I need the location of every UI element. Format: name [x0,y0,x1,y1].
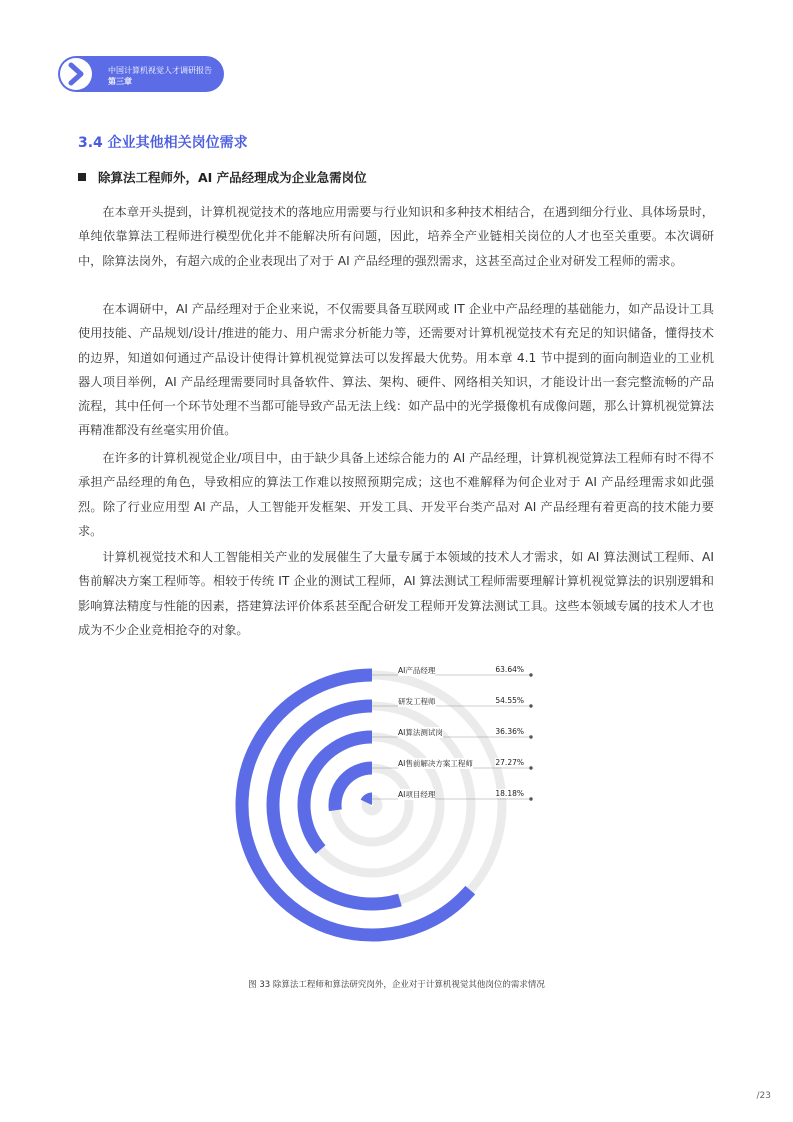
chevron-right-icon [60,58,92,90]
chart-canvas [230,660,560,960]
body-paragraph: 计算机视觉技术和人工智能相关产业的发展催生了大量专属于本领域的技术人才需求，如 AI 算法测试工程师、AI 售前解决方案工程师等。相较于传统 IT 企业的测试工程师，AI 算法测试工程师需要理解计算机视觉算法的识别逻辑和影响算法精度与性能的因素，搭建算法评价体系甚至配合研发工程师开发算法测试工具。这些本领域专属的技术人才也成为不少企业竞相抢夺的对象。 [78,550,714,637]
body-paragraph: 在本章开头提到，计算机视觉技术的落地应用需要与行业知识和多种技术相结合，在遇到细分行业、具体场景时，单纯依靠算法工程师进行模型优化并不能解决所有问题，因此，培养全产业链相关岗位的人才也至关重要。本次调研中，除算法岗外，有超六成的企业表现出了对于 AI 产品经理的强烈需求，这甚至高过企业对研发工程师的需求。 [78,205,714,268]
leader-dot [529,673,532,676]
bullet-heading [78,167,367,186]
page-number: /23 [756,1091,771,1101]
report-title: 中国计算机视觉人才调研报告 [108,66,212,75]
section-title: 3.4 企业其他相关岗位需求 [78,135,248,151]
category-label: AI产品经理 [398,666,436,675]
category-label: AI算法测试岗 [398,728,443,737]
category-label: 研发工程师 [398,697,436,706]
body-paragraph: 在许多的计算机视觉企业/项目中，由于缺少具备上述综合能力的 AI 产品经理，计算机视觉算法工程师有时不得不承担产品经理的角色，导致相应的算法工作难以按照预期完成；这也不难解释为何企业对于 AI 产品经理需求如此强烈。除了行业应用型 AI 产品，人工智能开发框架、开发工具、开发平台类产品对 AI 产品经理有着更高的技术能力要求。 [78,451,714,538]
square-bullet-icon [78,173,86,181]
value-label: 27.27% [495,758,524,767]
value-label: 63.64% [495,665,524,674]
leader-dot [529,766,532,769]
category-label: AI售前解决方案工程师 [398,759,473,768]
chapter-label: 第三章 [108,77,132,86]
report-header-badge [58,56,224,92]
leader-dot [529,704,532,707]
figure-caption: 图 33 除算法工程师和算法研究岗外，企业对于计算机视觉其他岗位的需求情况 [248,980,545,990]
bullet-heading-text: 除算法工程师外，AI 产品经理成为企业急需岗位 [98,170,367,185]
value-label: 18.18% [495,789,524,798]
value-label: 36.36% [495,727,524,736]
radial-bar-chart [230,660,560,960]
category-label: AI项目经理 [398,790,436,799]
leader-dot [529,797,532,800]
ring-bar [367,799,372,803]
body-paragraph: 在本调研中，AI 产品经理对于企业来说，不仅需要具备互联网或 IT 企业中产品经理的基础能力，如产品设计工具使用技能、产品规划/设计/推进的能力、用户需求分析能力等，还需要对计算机视觉技术有充足的知识储备，懂得技术的边界，知道如何通过产品设计使得计算机视觉算法可以发挥最大优势。用本章 4.1 节中提到的面向制造业的工业机器人项目举例，AI 产品经理需要同时具备软件、算法、架构、硬件、网络相关知识，才能设计出一套完整流畅的产品流程，其中任何一个环节处理不当都可能导致产品无法上线：如产品中的光学摄像机有成像问题，那么计算机视觉算法再精准都没有丝毫实用价值。 [78,302,714,438]
value-label: 54.55% [495,696,524,705]
leader-dot [529,735,532,738]
